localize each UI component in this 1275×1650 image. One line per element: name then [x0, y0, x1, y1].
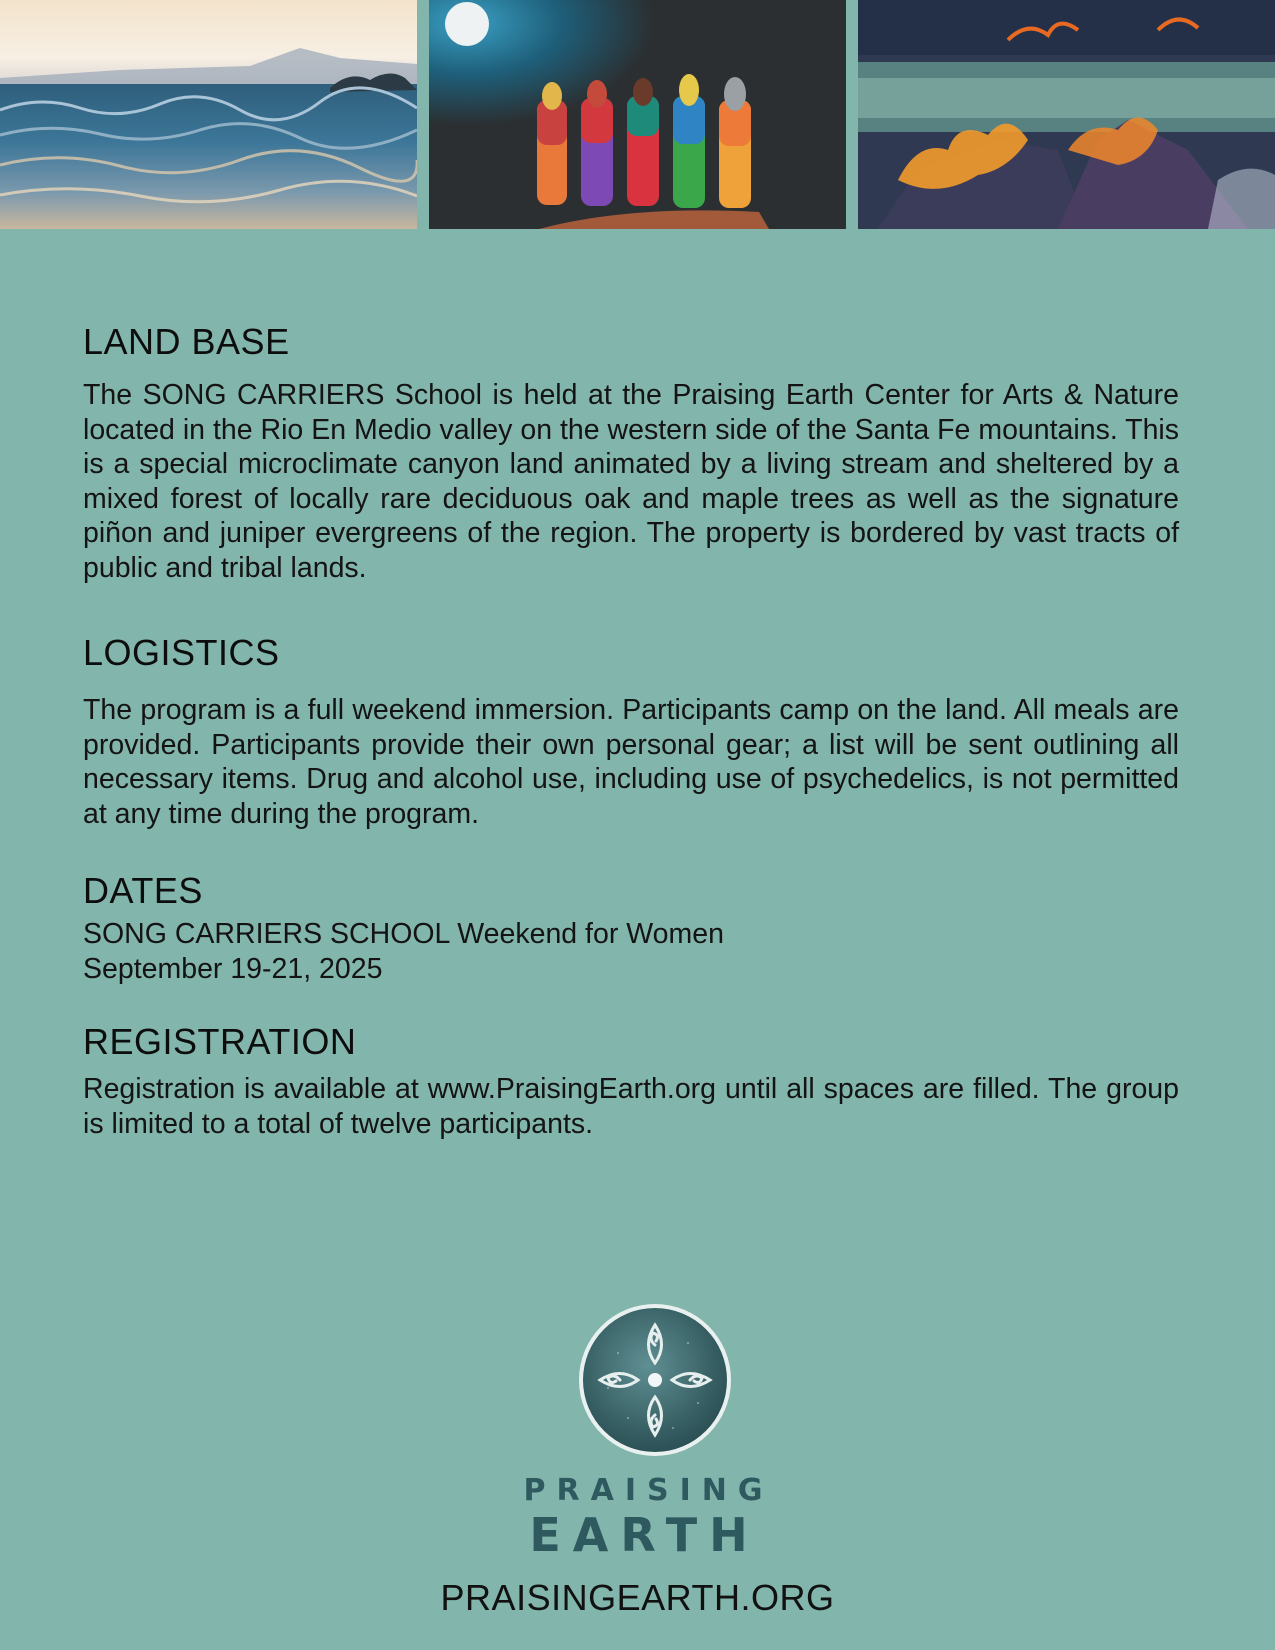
- website-url[interactable]: PRAISINGEARTH.ORG: [440, 1577, 835, 1618]
- women-painting: [429, 0, 846, 229]
- registration-heading: REGISTRATION: [83, 1021, 357, 1062]
- logistics-body: The program is a full weekend immersion. Participants camp on the land. All meals are provided. Participants provide their own personal gear; a list will be sent outlining all necessary items. Drug and alcohol use, including use of psychedelics, is not permitted at any time during the program.: [83, 694, 1179, 830]
- brand-name-line2: EARTH: [529, 1508, 760, 1562]
- dates-heading: DATES: [83, 870, 203, 911]
- registration-section: [83, 1020, 1179, 1141]
- logistics-heading: LOGISTICS: [83, 632, 280, 673]
- land-base-heading: LAND BASE: [83, 321, 290, 362]
- praising-earth-logo: [578, 1303, 732, 1457]
- photo-strip: [0, 0, 1275, 229]
- brand-name-line1: PRAISING: [523, 1473, 774, 1508]
- logistics-section: [83, 631, 1179, 831]
- campfire-photo: [858, 0, 1275, 229]
- dates-program-name: SONG CARRIERS SCHOOL Weekend for Women: [83, 918, 724, 950]
- ocean-waves-photo: [0, 0, 417, 229]
- land-base-body: The SONG CARRIERS School is held at the Praising Earth Center for Arts & Nature located in the Rio En Medio valley on the western side of the Santa Fe mountains. This is a special microclimate canyon land animated by a living stream and sheltered by a mixed forest of locally rare deciduous oak and maple trees as well as the signature piñon and juniper evergreens of the region. The property is bordered by vast tracts of public and tribal lands.: [83, 379, 1179, 584]
- dates-section: [83, 869, 1179, 986]
- dates-range: September 19-21, 2025: [83, 952, 383, 985]
- registration-body: Registration is available at www.PraisingEarth.org until all spaces are filled. The group is limited to a total of twelve participants.: [83, 1073, 1179, 1140]
- main-content: [83, 320, 1179, 1141]
- land-base-section: [83, 320, 1179, 585]
